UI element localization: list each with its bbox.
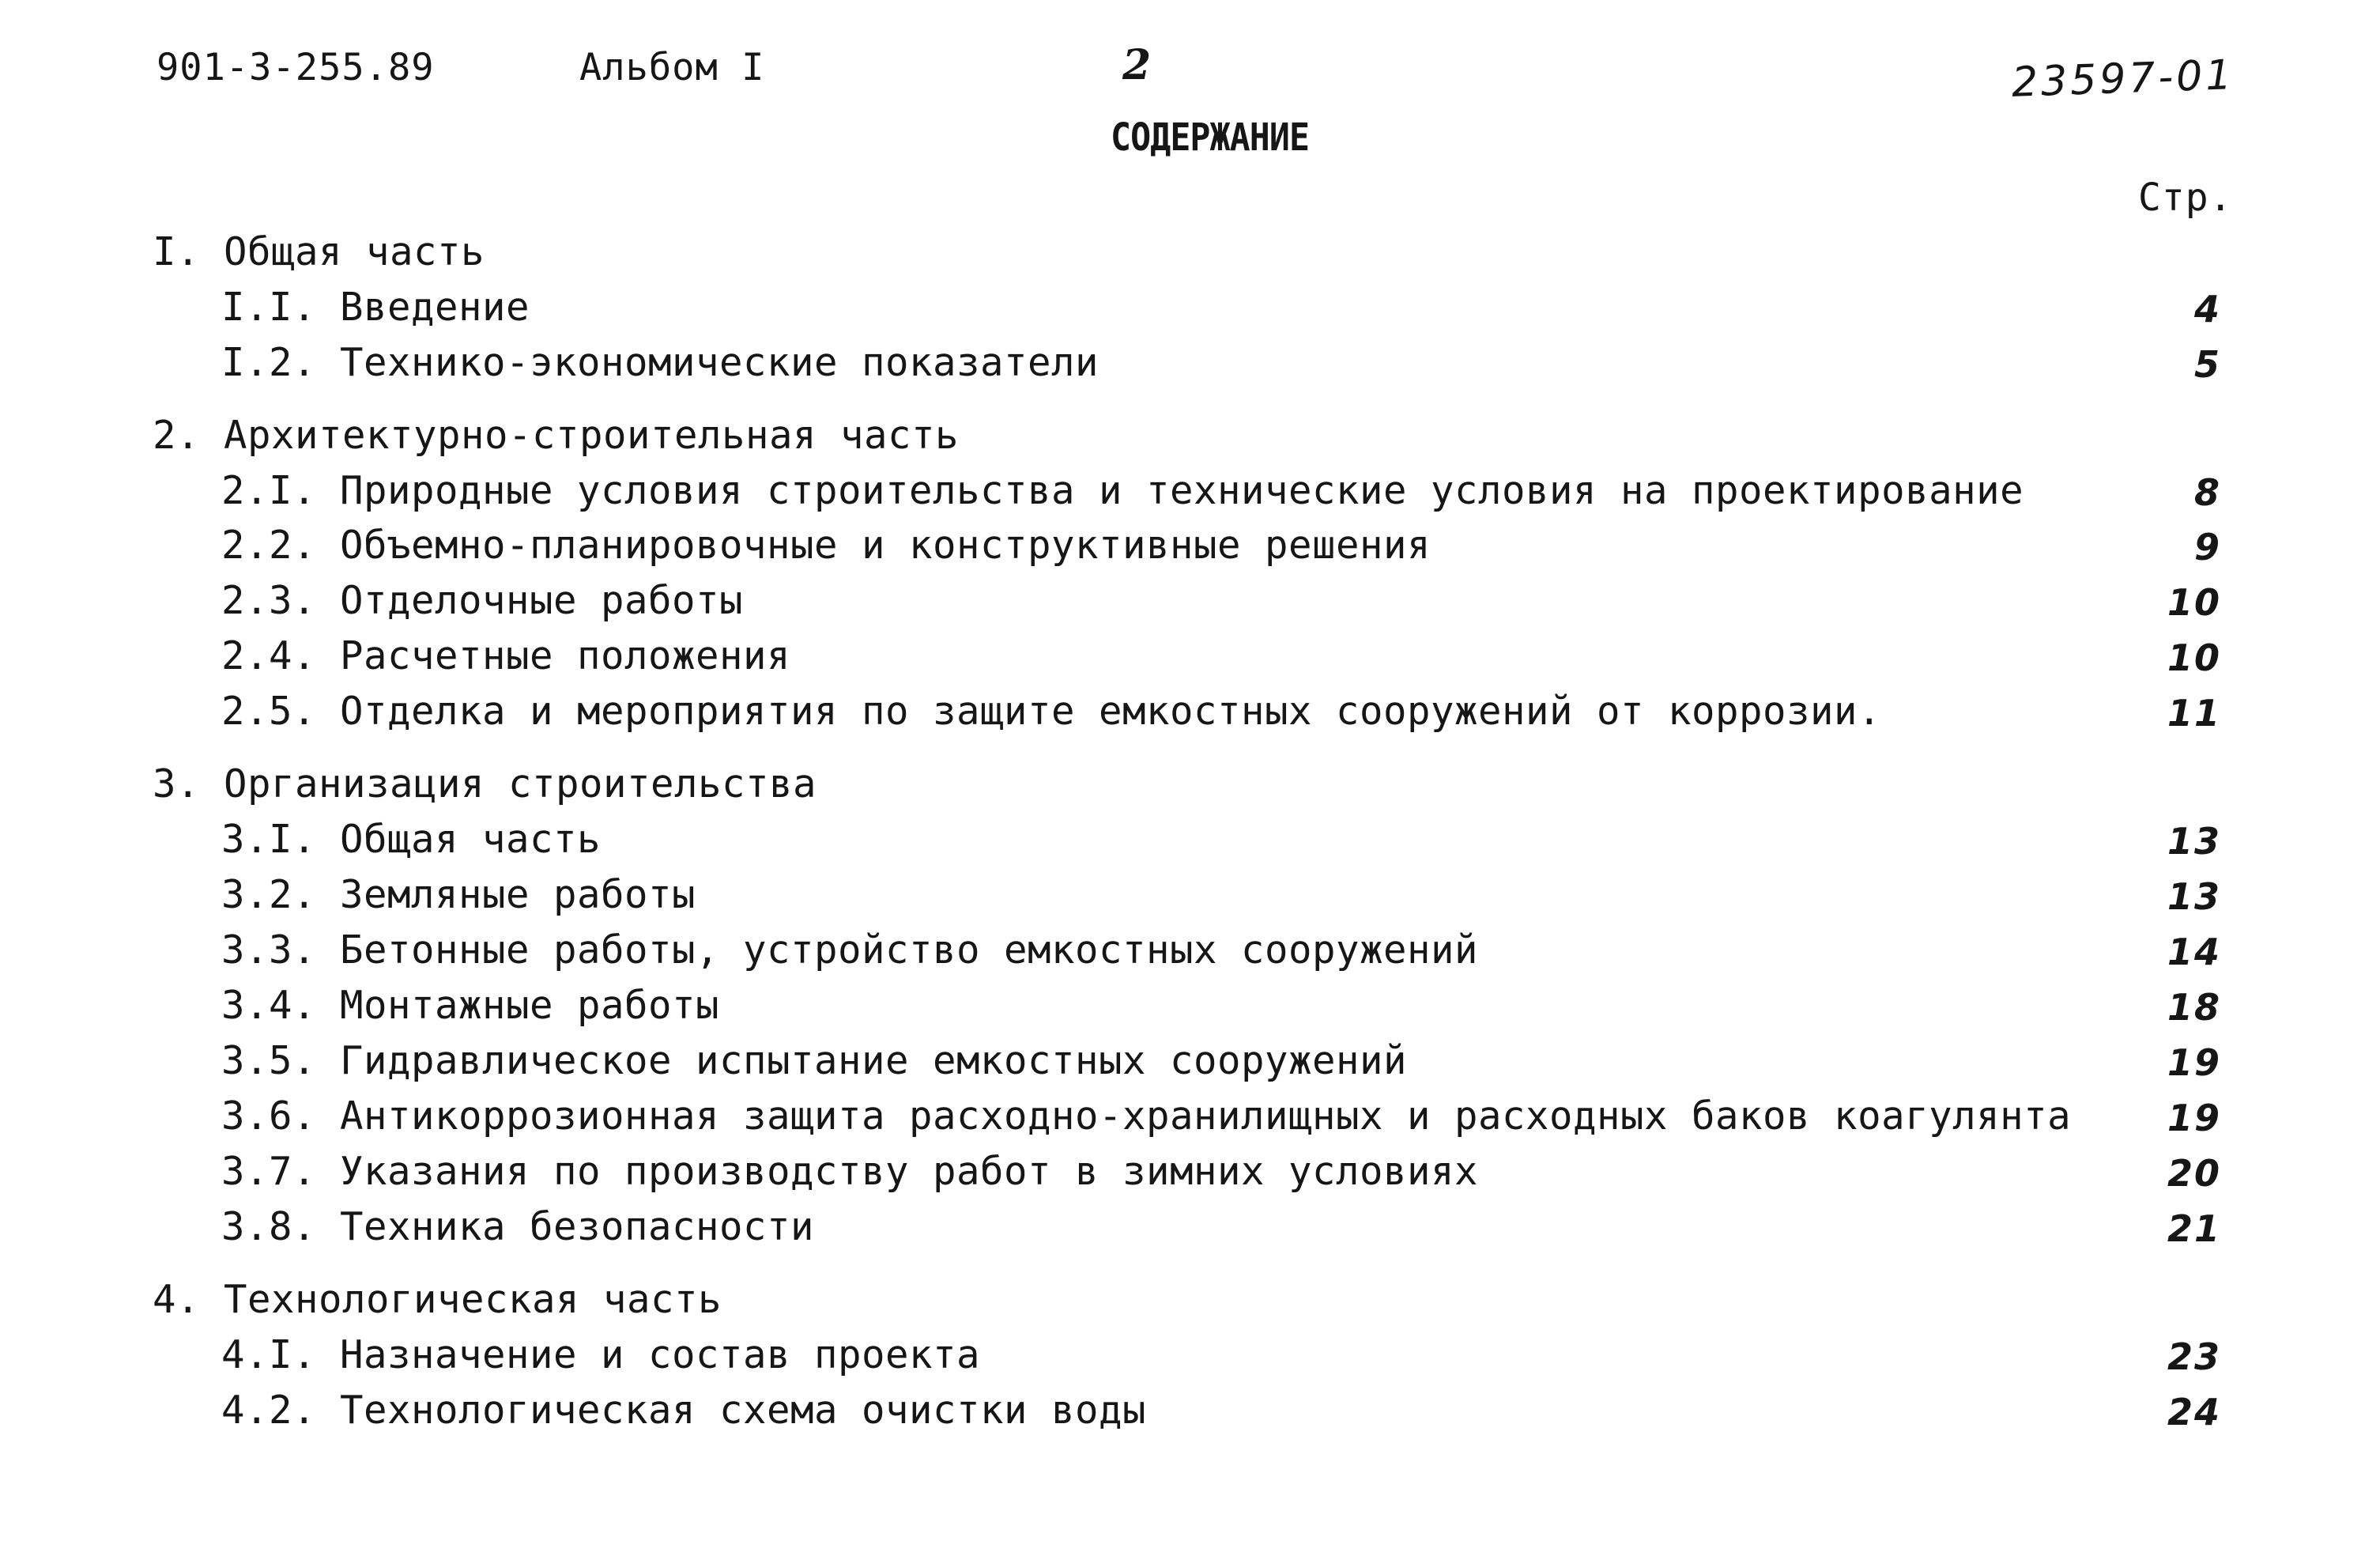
toc-entry-text: 3.3. Бетонные работы, устройство емкостных сооружений — [221, 927, 1479, 973]
toc-subsection — [0, 1093, 2380, 1141]
toc-section — [0, 413, 2380, 460]
toc-section — [0, 229, 2380, 277]
toc-entry-text: 3. Организация строительства — [153, 761, 817, 806]
toc-page-number: 21 — [2167, 1207, 2221, 1250]
toc-entry-text: 4.I. Назначение и состав проекта — [221, 1332, 981, 1377]
toc-entry-text: 2.4. Расчетные положения — [221, 633, 791, 678]
toc-page-number: 14 — [2167, 931, 2221, 973]
toc-page-number: 24 — [2167, 1391, 2221, 1433]
toc-subsection — [0, 468, 2380, 516]
toc-subsection — [0, 1332, 2380, 1380]
toc-entry-text: 3.I. Общая часть — [221, 817, 602, 862]
toc-page-number: 19 — [2167, 1041, 2221, 1084]
toc-entry-text: 2.5. Отделка и мероприятия по защите емкостных сооружений от коррозии. — [221, 689, 1882, 734]
toc-entry-text: I.I. Введение — [221, 285, 530, 330]
toc-subsection — [0, 1388, 2380, 1435]
album-label: Альбом I — [579, 46, 765, 89]
toc-subsection — [0, 1038, 2380, 1086]
toc-entry-text: I. Общая часть — [153, 229, 485, 274]
toc-page-number: 4 — [2193, 288, 2221, 330]
toc-entry-text: 3.5. Гидравлическое испытание емкостных сооружений — [221, 1038, 1408, 1083]
toc-page-number: 10 — [2167, 636, 2221, 679]
toc-subsection — [0, 340, 2380, 387]
toc-page-number: 23 — [2167, 1335, 2221, 1378]
toc-entry-text: 2. Архитектурно-строительная часть — [153, 413, 960, 458]
document-code: 901-3-255.89 — [157, 46, 435, 89]
toc-page-number: 18 — [2167, 986, 2221, 1029]
toc-page-number: 10 — [2167, 581, 2221, 624]
toc-page-number: 11 — [2167, 692, 2221, 735]
toc-subsection — [0, 578, 2380, 625]
toc-subsection — [0, 983, 2380, 1030]
toc-entry-text: 3.6. Антикоррозионная защита расходно-хранилищных и расходных баков коагулянта — [221, 1093, 2072, 1139]
inventory-number: 23597-01 — [2011, 51, 2236, 107]
toc-entry-text: I.2. Технико-экономические показатели — [221, 340, 1099, 385]
toc-entry-text: 3.8. Техника безопасности — [221, 1204, 815, 1249]
toc-entry-text: 3.4. Монтажные работы — [221, 983, 720, 1028]
toc-subsection — [0, 1204, 2380, 1252]
toc-entry-text: 4. Технологическая часть — [153, 1277, 722, 1322]
toc-page-number: 19 — [2167, 1097, 2221, 1139]
toc-page-number: 8 — [2193, 471, 2221, 514]
toc-entry-text: 2.3. Отделочные работы — [221, 578, 744, 623]
toc-entry-text: 4.2. Технологическая схема очистки воды — [221, 1388, 1147, 1433]
toc-page-number: 20 — [2167, 1152, 2221, 1195]
toc-entry-text: 3.7. Указания по производству работ в зимних условиях — [221, 1149, 1479, 1194]
toc-section — [0, 1277, 2380, 1324]
toc-subsection — [0, 927, 2380, 975]
toc-page-number: 5 — [2193, 343, 2221, 386]
toc-subsection — [0, 689, 2380, 736]
page-title: СОДЕРЖАНИЕ — [1111, 115, 1310, 160]
toc-entry-text: 3.2. Земляные работы — [221, 872, 696, 917]
page-column-label: Стр. — [2138, 176, 2233, 220]
toc-subsection — [0, 523, 2380, 570]
toc-subsection — [0, 1149, 2380, 1196]
toc-entry-text: 2.2. Объемно-планировочные и конструктивные решения — [221, 523, 1431, 568]
toc-subsection — [0, 285, 2380, 332]
page-number: 2 — [1122, 41, 1152, 89]
toc-subsection — [0, 872, 2380, 920]
toc-page-number: 9 — [2193, 526, 2221, 568]
toc-page-number: 13 — [2167, 875, 2221, 918]
toc-page-number: 13 — [2167, 820, 2221, 863]
toc-entry-text: 2.I. Природные условия строительства и технические условия на проектирование — [221, 468, 2024, 513]
toc-subsection — [0, 633, 2380, 681]
toc-subsection — [0, 817, 2380, 864]
toc-section — [0, 761, 2380, 809]
